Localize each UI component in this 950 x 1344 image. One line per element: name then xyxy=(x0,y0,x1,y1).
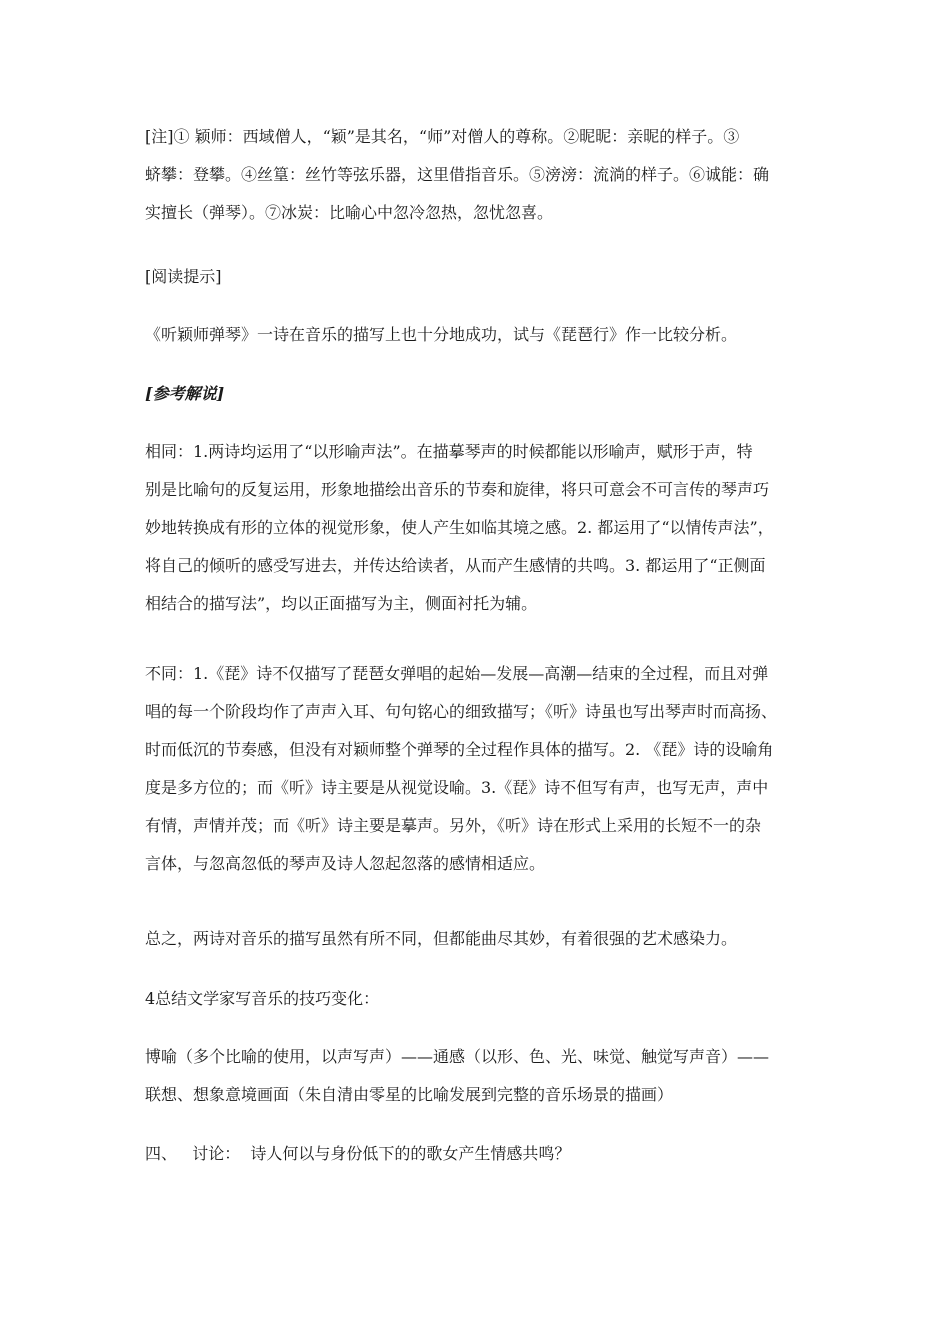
section-4-heading xyxy=(145,980,825,1018)
discussion-line: 四、 讨论： 诗人何以与身份低下的的歌女产生情感共鸣？ xyxy=(145,1144,571,1163)
differences-line: 不同：1.《琵》诗不仅描写了琵琶女弹唱的起始—发展—高潮—结束的全过程，而且对弹 xyxy=(145,664,769,683)
differences-line: 言体，与忽高忽低的琴声及诗人忽起忽落的感情相适应。 xyxy=(145,854,546,873)
techniques-paragraph xyxy=(145,1038,825,1114)
techniques-line: 博喻（多个比喻的使用，以声写声）——通感（以形、色、光、味觉、触觉写声音）—— xyxy=(145,1047,770,1066)
similarities-line: 妙地转换成有形的立体的视觉形象，使人产生如临其境之感。2. 都运用了“以情传声法”， xyxy=(145,518,774,537)
differences-line: 有情，声情并茂；而《听》诗主要是摹声。另外，《听》诗在形式上采用的长短不一的杂 xyxy=(145,816,762,835)
differences-line: 时而低沉的节奏感，但没有对颖师整个弹琴的全过程作具体的描写。2. 《琵》诗的设喻角 xyxy=(145,740,774,759)
reading-hint-label-text: [阅读提示] xyxy=(145,267,222,286)
note-paragraph xyxy=(145,118,825,232)
similarities-line: 相同：1.两诗均运用了“以形喻声法”。在描摹琴声的时候都能以形喻声，赋形于声，特 xyxy=(145,442,753,461)
differences-paragraph xyxy=(145,655,825,883)
reading-hint-text xyxy=(145,316,825,354)
discussion-paragraph xyxy=(145,1135,825,1173)
note-line: 实擅长（弹琴）。⑦冰炭：比喻心中忽冷忽热，忽忧忽喜。 xyxy=(145,203,554,222)
reading-hint-line: 《听颖师弹琴》一诗在音乐的描写上也十分地成功，试与《琵琶行》作一比较分析。 xyxy=(145,325,738,344)
note-line: [注]① 颖师：西域僧人，“颖”是其名，“师”对僧人的尊称。②昵昵：亲昵的样子。③ xyxy=(145,127,740,146)
differences-line: 度是多方位的；而《听》诗主要是从视觉设喻。3.《琵》诗不但写有声，也写无声，声中 xyxy=(145,778,769,797)
summary-line: 总之，两诗对音乐的描写虽然有所不同，但都能曲尽其妙，有着很强的艺术感染力。 xyxy=(145,929,738,948)
reading-hint-label xyxy=(145,258,825,296)
section-4-line: 4总结文学家写音乐的技巧变化： xyxy=(145,989,380,1008)
similarities-line: 相结合的描写法”，均以正面描写为主，侧面衬托为辅。 xyxy=(145,594,538,613)
reference-heading xyxy=(145,375,825,413)
similarities-paragraph xyxy=(145,433,825,623)
differences-line: 唱的每一个阶段均作了声声入耳、句句铭心的细致描写；《听》诗虽也写出琴声时而高扬、 xyxy=(145,702,778,721)
note-line: 蛴攀：登攀。④丝篁：丝竹等弦乐器，这里借指音乐。⑤滂滂：流淌的样子。⑥诚能：确 xyxy=(145,165,770,184)
summary-paragraph xyxy=(145,920,825,958)
reference-heading-text: [参考解说] xyxy=(145,384,225,403)
similarities-line: 别是比喻句的反复运用，形象地描绘出音乐的节奏和旋律，将只可意会不可言传的琴声巧 xyxy=(145,480,770,499)
similarities-line: 将自己的倾听的感受写进去，并传达给读者，从而产生感情的共鸣。3. 都运用了“正侧面 xyxy=(145,556,766,575)
techniques-line: 联想、想象意境画面（朱自清由零星的比喻发展到完整的音乐场景的描画） xyxy=(145,1085,674,1104)
